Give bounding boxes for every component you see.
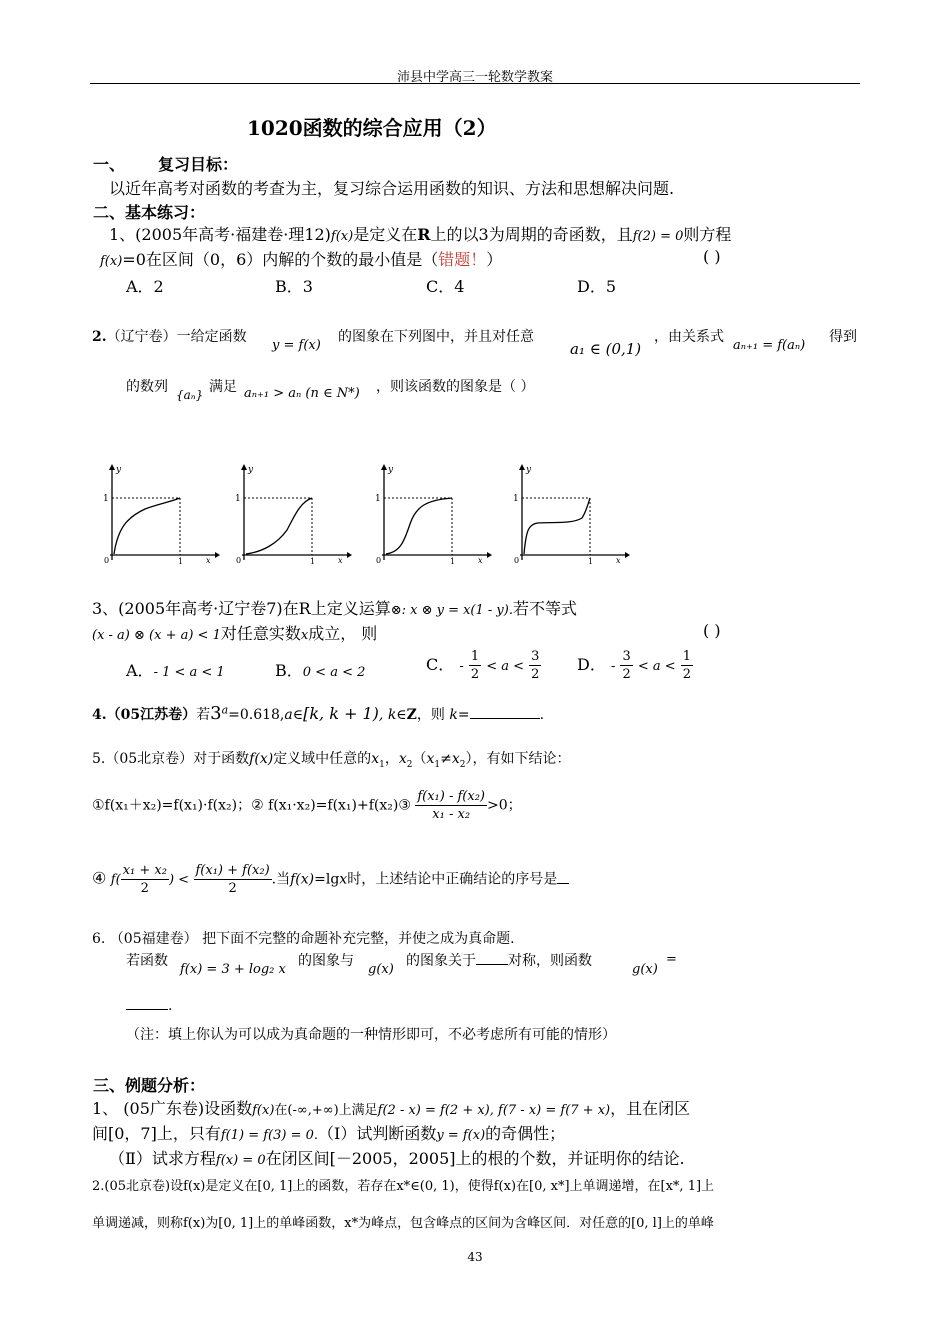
q1-R: R — [417, 225, 431, 244]
e1-domain: 在(-∞,+∞)上满足 — [274, 1103, 378, 1118]
q4-text-c: a∈ — [284, 707, 304, 723]
q3-text-a: 3、(2005年高考·辽宁卷7)在R上定义运算 — [92, 599, 391, 618]
q5-conclusions-1-3: ①f(x₁＋x₂)=f(x₁)·f(x₂)；② f(x₁·x₂)=f(x₁)+f(x₂)③ — [92, 797, 411, 814]
e1-condition: f(2 - x) = f(2 + x), f(7 - x) = f(7 + x) — [377, 1103, 611, 1118]
e1-text-a: 1、 (05广东卷)设函数 — [92, 1099, 253, 1118]
q5-x1: x — [371, 751, 380, 767]
q5-text-d: ），有如下结论： — [465, 751, 571, 767]
y-arrow — [381, 464, 387, 470]
zero-label: 0 — [236, 556, 242, 564]
q5-text-a: 5.（05北京卷）对于函数 — [92, 751, 250, 767]
q2-text-b: 的图象在下列图中，并且对任意 — [338, 329, 534, 345]
curve — [114, 498, 180, 554]
q4-text-a: 若 — [196, 707, 211, 723]
q4-k: k — [449, 707, 458, 723]
q2-a1: a₁ ∈ (0,1) — [570, 340, 642, 358]
x-arrow — [347, 552, 352, 558]
q5-line-2 — [92, 790, 522, 821]
q3-x: x — [300, 628, 309, 643]
q4-text-b: =0.618, — [228, 707, 285, 723]
q6-text-d: 的图象关于 — [406, 953, 476, 969]
q3-text-c: 对任意实数 — [220, 624, 301, 643]
q5-lt: ) < — [168, 872, 190, 888]
q2-text-c: ，由关系式 — [654, 329, 724, 345]
y-label: y — [388, 465, 394, 475]
q1-option-d: D．5 — [577, 277, 617, 296]
q3-line-1 — [92, 596, 577, 619]
q1-text-f: 则方程 — [683, 225, 732, 244]
q1-text-d: 上的以3为周期的奇函数，且 — [430, 225, 633, 244]
q4-Z: Z — [406, 707, 417, 723]
q2-graph-c[interactable] — [372, 462, 492, 564]
q6-text-b: 若函数 — [126, 953, 168, 969]
q2-text-f: 满足 — [209, 379, 237, 395]
q5-line-3 — [92, 864, 569, 895]
q5-frac-num: f(x₁) - f(x₂) — [417, 789, 485, 804]
q3-option-d-frac-1: $\frac{3}{2}$ — [622, 649, 631, 682]
q4-text-e: ，则 — [416, 707, 450, 723]
q3-inequality: (x - a) ⊗ (x + a) < 1 — [92, 628, 221, 643]
q6-answer-blank-2[interactable] — [126, 1009, 168, 1010]
page-header: 沛县中学高三一轮数学教案 — [396, 70, 553, 85]
q3-option-a-expr: - 1 < a < 1 — [153, 665, 225, 680]
q2-number: 2. — [92, 329, 107, 345]
e1-line-2 — [92, 1121, 565, 1144]
q5-neq: ≠ — [440, 751, 452, 767]
q3-option-c-frac-1: $\frac{1}{2}$ — [470, 649, 480, 682]
q6-line-2-rest — [406, 950, 592, 970]
q6-line-3 — [126, 998, 172, 1014]
q5-fraction-3 — [415, 790, 487, 821]
e2-line-2: 单调递减，则称f(x)为[0, 1]上的单峰函数，x*为峰点，包含峰点的区间为含峰区间．对任意的[0, l]上的单峰 — [92, 1216, 714, 1231]
q2-function: y = f(x) — [272, 338, 321, 353]
curve — [524, 498, 590, 554]
e1-y: y = f(x) — [436, 1128, 486, 1143]
q6-text-e: 对称，则函数 — [508, 953, 592, 969]
q1-option-b: B．3 — [275, 277, 313, 296]
e1-text-h: 在闭区间[－2005，2005]上的根的个数，并证明你的结论. — [265, 1149, 685, 1168]
x-label: x — [338, 556, 343, 564]
q6-text-c: 的图象与 — [298, 953, 354, 969]
q3-option-b-expr: 0 < a < 2 — [302, 665, 366, 680]
q4-text-f: = — [457, 707, 470, 723]
x-arrow — [625, 552, 630, 558]
section-2-label: 二、基本练习： — [93, 203, 206, 222]
q1-option-a: A．2 — [126, 277, 164, 296]
q5-x2: x — [398, 751, 407, 767]
q5-frac4b-num: f(x₁) + f(x₂) — [195, 863, 270, 878]
y-arrow — [241, 464, 247, 470]
x-label: x — [206, 556, 211, 564]
q3-option-c-frac-2: $\frac{3}{2}$ — [531, 649, 540, 682]
q5-text-dang: .当 — [271, 871, 291, 888]
q3-answer-paren: ( ) — [703, 621, 721, 640]
section-1-label: 复习目标： — [158, 155, 239, 174]
e1-text-f: 的奇偶性； — [485, 1124, 566, 1143]
q1-fx-2: f(x) — [100, 254, 123, 269]
q1-fx: f(x) — [330, 229, 354, 244]
e2-line-1: 2.(05北京卷)设f(x)是定义在[0, 1]上的函数，若存在x*∈(0, 1)，使得f(x)在[0, x*]上单调递增，在[x*, 1]上 — [92, 1179, 715, 1194]
q5-x2b: x — [451, 751, 460, 767]
q6-dot: . — [168, 998, 173, 1014]
q1-line-1 — [109, 222, 731, 245]
q4-text-g: . — [539, 707, 545, 723]
q3-option-d-mid: < a < — [637, 659, 676, 674]
x-label: x — [478, 556, 483, 564]
one-label: 1 — [235, 494, 241, 504]
q3-text-b: 若不等式 — [512, 599, 577, 618]
q3-option-d-minus: - — [610, 659, 616, 674]
q6-note: （注：填上你认为可以成为真命题的一种情形即可，不必考虑所有可能的情形） — [126, 1027, 616, 1043]
q4-source: （05江苏卷） — [106, 707, 197, 723]
q5-x1b: x — [426, 751, 435, 767]
q3-option-c-mid: < a < — [486, 659, 525, 674]
q6-equals: = — [666, 952, 677, 967]
q5-circle-4: ④ — [92, 868, 107, 888]
page-title: 1020函数的综合应用（2） — [247, 116, 497, 140]
x-label: x — [616, 556, 621, 564]
q3-text-d: 成立， 则 — [308, 624, 378, 643]
q6-line-1: 6. （05福建卷） 把下面不完整的命题补充完整，并使之成为真命题. — [92, 931, 515, 947]
q1-wrong-mark: 错题！ — [438, 250, 487, 269]
e1-part-1: （Ⅰ）试判断函数 — [318, 1124, 437, 1143]
q5-question: 时，上述结论中正确结论的序号是 — [347, 871, 558, 888]
y-label: y — [526, 465, 532, 475]
e1-equation: f(x) = 0 — [215, 1153, 266, 1168]
section-1-number: 一、 — [93, 155, 126, 174]
q4-base: 3 — [210, 703, 222, 724]
q4-answer-blank[interactable] — [470, 718, 540, 719]
q3-option-d — [577, 650, 693, 681]
q3-option-d-label: D． — [577, 655, 606, 674]
x-arrow — [215, 552, 220, 558]
q5-lg: =lg — [314, 871, 340, 888]
q2-graph-b[interactable] — [232, 462, 352, 564]
e1-zeros: f(1) = f(3) = 0. — [220, 1128, 319, 1143]
q3-operation: ⊗: x ⊗ y = x(1 - y). — [390, 603, 513, 618]
q3-option-d-frac-2: $\frac{1}{2}$ — [682, 649, 691, 682]
q3-option-a-label: A． — [126, 661, 154, 680]
x-arrow — [487, 552, 492, 558]
zero-label: 0 — [104, 556, 110, 564]
one-label: 1 — [375, 494, 381, 504]
zero-label: 0 — [376, 556, 382, 564]
q4-line — [92, 703, 544, 724]
y-label: y — [116, 465, 122, 475]
zero-label: 0 — [514, 556, 520, 564]
e1-text-d: 间[0，7]上，只有 — [92, 1124, 221, 1143]
e1-text-c: ，且在闭区 — [610, 1099, 691, 1118]
e1-fx: f(x) — [252, 1103, 275, 1118]
q6-function-f: f(x) = 3 + log₂ x — [180, 962, 286, 977]
q5-frac4b-den: 2 — [228, 881, 237, 896]
q5-fx: f(x) — [249, 751, 274, 767]
curve — [246, 498, 312, 554]
q5-frac4a-num: x₁ + x₂ — [122, 863, 167, 878]
one-label: 1 — [103, 494, 109, 504]
q6-function-g-2: g(x) — [632, 962, 658, 977]
q3-option-a — [126, 658, 225, 681]
q2-sequence: {aₙ} — [176, 388, 204, 402]
q3-line-2 — [92, 621, 377, 644]
e1-line-3 — [109, 1146, 685, 1169]
q1-option-c: C．4 — [426, 277, 465, 296]
header-rule — [90, 83, 860, 84]
q1-line-2 — [100, 247, 502, 270]
q5-f-open: f( — [110, 872, 121, 888]
q2-text-g: ，则该函数的图象是（ ） — [376, 379, 535, 395]
q6-function-g: g(x) — [368, 962, 394, 977]
q5-fx-2: f(x) — [290, 871, 315, 888]
q1-answer-paren: ( ) — [703, 247, 721, 266]
q3-option-c-label: C． — [426, 655, 455, 674]
q4-text-d: , k∈ — [378, 707, 407, 723]
q2-graph-a[interactable] — [100, 462, 220, 564]
q3-option-b-label: B． — [275, 661, 303, 680]
q5-fraction-4b — [194, 864, 272, 895]
y-label: y — [248, 465, 254, 475]
q2-line-1 — [92, 326, 247, 346]
x-one-label: 1 — [178, 557, 184, 564]
q5-fraction-4a — [121, 864, 169, 895]
q1-source: 1、(2005年高考·福建卷·理12) — [109, 225, 331, 244]
e1-line-1 — [92, 1096, 690, 1119]
q1-text-h: =0在区间（0，6）内解的个数的最小值是（ — [122, 250, 439, 269]
y-arrow — [519, 464, 525, 470]
q1-text-i: ） — [486, 250, 503, 269]
y-arrow — [109, 464, 115, 470]
q2-text-e: 的数列 — [126, 379, 168, 395]
curve — [386, 498, 452, 554]
q5-frac4a-den: 2 — [140, 881, 149, 896]
section-3-label: 三、例题分析： — [93, 1076, 206, 1095]
q4-exponent: a — [221, 703, 229, 717]
q2-text-d: 得到 — [829, 329, 857, 345]
q1-text-c: 是定义在 — [353, 225, 418, 244]
q1-f2: f(2) = 0 — [632, 229, 684, 244]
q5-answer-blank[interactable] — [557, 883, 569, 884]
x-one-label: 1 — [310, 557, 316, 564]
x-one-label: 1 — [588, 557, 594, 564]
q3-option-b — [275, 658, 365, 681]
q5-text-b: 定义域中任意的 — [273, 751, 372, 767]
q2-condition: aₙ₊₁ > aₙ (n ∈ N*) — [244, 386, 360, 401]
q2-relation: aₙ₊₁ = f(aₙ) — [733, 338, 806, 353]
q5-frac-den: x₁ - x₂ — [432, 807, 471, 822]
q4-number: 4. — [92, 707, 107, 723]
q3-option-c — [426, 650, 541, 681]
page-number: 43 — [467, 1250, 483, 1264]
q2-text-a: （辽宁卷）一给定函数 — [106, 329, 247, 345]
x-one-label: 1 — [450, 557, 456, 564]
e1-part-2: （Ⅱ）试求方程 — [109, 1149, 216, 1168]
q5-x: x — [339, 871, 348, 888]
q5-gt: >0； — [487, 797, 522, 814]
q3-option-c-minus: - — [459, 659, 464, 674]
one-label: 1 — [513, 494, 519, 504]
q2-graph-d[interactable] — [510, 462, 630, 564]
q5-line-1: 5.（05北京卷）对于函数f(x)定义域中任意的$x_1$，$x_2(x_1\ne x_2)$，有如下结论： — [92, 751, 571, 770]
q4-range: [k, k + 1) — [303, 704, 379, 723]
q6-answer-blank-1[interactable] — [476, 964, 508, 965]
section-1-text: 以近年高考对函数的考查为主，复习综合运用函数的知识、方法和思想解决问题. — [109, 179, 675, 198]
q5-text-c: （ — [412, 751, 427, 767]
